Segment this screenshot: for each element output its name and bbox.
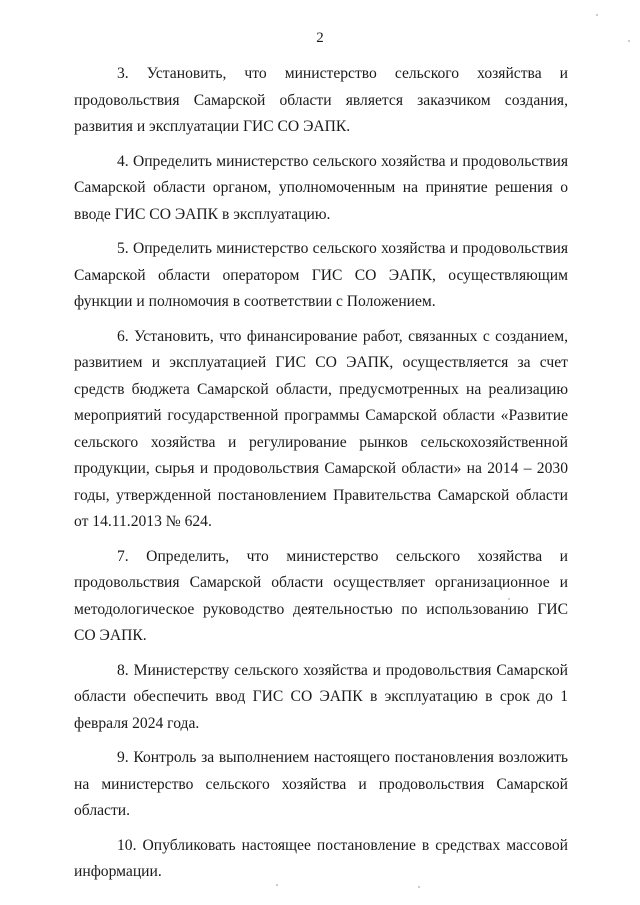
scan-speck — [628, 40, 630, 42]
paragraph-8: 8. Министерству сельского хозяйства и продовольствия Самарской области обеспечить ввод ГИС СО ЭАПК в эксплуатацию в срок до 1 февраля 2024 года. — [74, 661, 568, 732]
scan-speck — [418, 886, 420, 888]
paragraph-9: 9. Контроль за выполнением настоящего постановления возложить на министерство сельского хозяйства и продовольствия Самарской области. — [74, 749, 568, 819]
scan-speck — [596, 14, 598, 16]
paragraph-10: 10. Опубликовать настоящее постановление в средствах массовой информации. — [74, 836, 568, 880]
page-number: 2 — [316, 30, 324, 46]
scan-speck — [508, 598, 510, 600]
paragraph-4: 4. Определить министерство сельского хозяйства и продовольствия Самарской области органом, уполномоченным на принятие решения о вводе ГИС СО ЭАПК в эксплуатацию. — [74, 152, 568, 223]
document-body — [74, 61, 568, 894]
paragraph-7: 7. Определить, что министерство сельского хозяйства и продовольствия Самарской области осуществляет организационное и методологическое руководство деятельностью по использованию ГИС СО ЭАПК. — [74, 547, 568, 644]
paragraph-3: 3. Установить, что министерство сельского хозяйства и продовольствия Самарской области является заказчиком создания, развития и эксплуатации ГИС СО ЭАПК. — [74, 65, 568, 135]
paragraph-5: 5. Определить министерство сельского хозяйства и продовольствия Самарской области оператором ГИС СО ЭАПК, осуществляющим функции и полномочия в соответствии с Положением. — [74, 240, 568, 310]
scan-speck — [276, 884, 278, 886]
paragraph-6: 6. Установить, что финансирование работ, связанных с созданием, развитием и эксплуатацией ГИС СО ЭАПК, осуществляется за счет средств бюджета Самарской области, предусмотренных на реализацию мероприятий государственной программы Самарской области «Развитие сельского хозяйства и регулирование рынков сельскохозяйственной продукции, сырья и продовольствия Самарской области» на 2014 – 2030 годы, утвержденной постановлением Правительства Самарской области от 14.11.2013 № 624. — [74, 327, 568, 530]
